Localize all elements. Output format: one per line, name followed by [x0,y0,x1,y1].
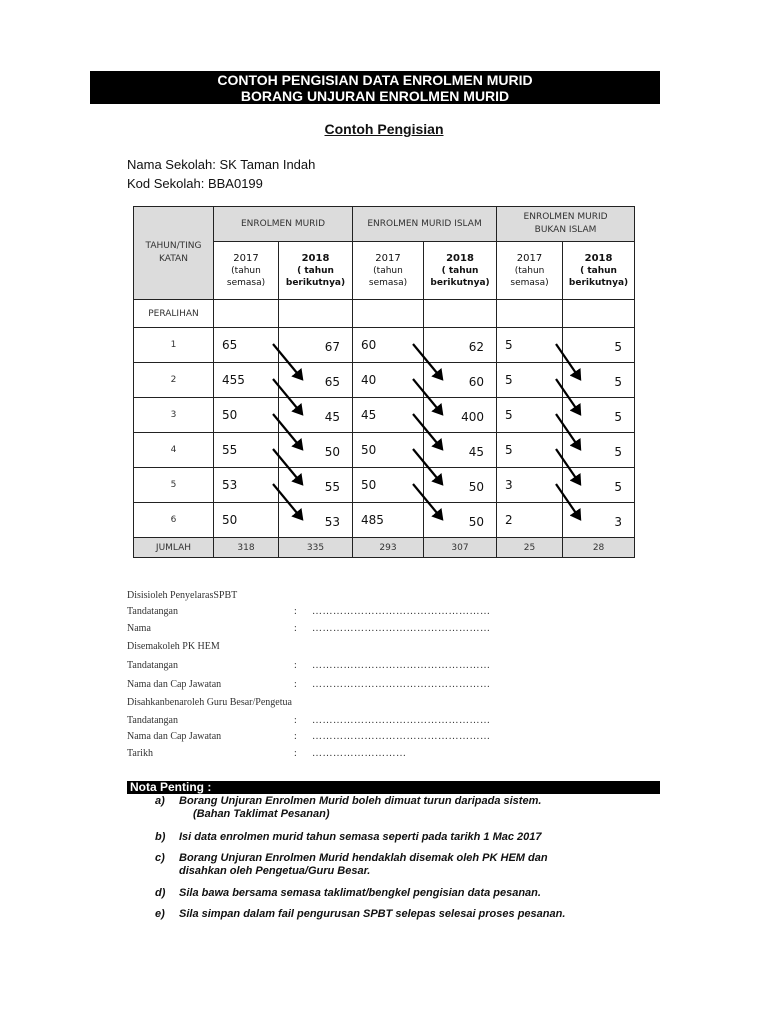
cell-empty [563,300,635,328]
cell-2017 [214,468,279,503]
cell-2018 [279,468,353,503]
sig-line: …………………………………………… [312,679,491,690]
cell-islam-2018 [424,503,497,538]
cell-islam-2017 [353,468,424,503]
value: 40 [361,373,377,387]
note-letter: a) [155,795,165,807]
note-letter: e) [155,908,165,920]
section-disahkan: Disahkanbenaroleh Guru Besar/Pengetua [127,697,292,708]
value: 5 [505,443,513,457]
cell-islam-2018 [424,328,497,363]
note-item [155,908,565,921]
note-text: Isi data enrolmen murid tahun semasa seperti pada tarikh 1 Mac 2017 [179,831,542,843]
enrolment-table [133,206,635,558]
sig-colon: : [294,606,297,617]
cell-empty [424,300,497,328]
sig-label: Tandatangan [127,660,178,671]
cell-bukan-2018 [563,398,635,433]
value: 53 [324,515,341,529]
cell-2018 [279,328,353,363]
value: 67 [324,340,341,354]
value: 50 [222,513,238,527]
note-letter: b) [155,831,166,843]
total-value: 335 [279,538,353,558]
cell-empty [353,300,424,328]
sig-row [127,606,491,617]
cell-empty [214,300,279,328]
sig-line: …………………………………………… [312,660,491,671]
row-label: 5 [134,468,214,503]
note-text-2: disahkan oleh Pengetua/Guru Besar. [179,865,371,877]
value: 5 [614,340,623,354]
cell-bukan-2018 [563,433,635,468]
note-item [155,831,542,844]
cell-bukan-2017 [497,433,563,468]
table-row [134,363,635,398]
year-current: 2017 [375,252,401,264]
title-banner [90,71,660,104]
school-code: Kod Sekolah: BBA0199 [127,176,263,191]
value: 65 [324,375,341,389]
value: 55 [324,480,341,494]
sig-line: …………………………………………… [312,606,491,617]
value: 485 [361,513,384,527]
cell-bukan-2017 [497,503,563,538]
note-letter: c) [155,852,165,864]
value: 400 [461,410,485,424]
value: 60 [361,338,377,352]
total-value: 318 [214,538,279,558]
sig-colon: : [294,660,297,671]
cell-bukan-2017 [497,398,563,433]
sig-row [127,715,491,726]
total-value: 293 [353,538,424,558]
table-row [134,468,635,503]
title-line-1: CONTOH PENGISIAN DATA ENROLMEN MURID [217,72,533,88]
total-row [134,538,635,558]
value: 5 [505,338,513,352]
value: 45 [361,408,377,422]
note-item [155,887,541,900]
cell-2018 [279,363,353,398]
cell-2018 [279,503,353,538]
row-peralihan-label: PERALIHAN [134,300,214,328]
cell-2017 [214,503,279,538]
value: 62 [468,340,485,354]
value: 5 [614,410,623,424]
total-value: 307 [424,538,497,558]
year-next-label: ( tahun berikutnya) [430,265,490,288]
value: 55 [222,443,238,457]
cell-islam-2017 [353,363,424,398]
header-enrolmen-murid: ENROLMEN MURID [214,207,353,242]
row-label: 4 [134,433,214,468]
sig-colon: : [294,715,297,726]
cell-2017 [214,433,279,468]
row-label: 1 [134,328,214,363]
sig-label: Nama dan Cap Jawatan [127,731,222,742]
cell-islam-2017 [353,503,424,538]
cell-empty [279,300,353,328]
cell-2017 [214,328,279,363]
header-enrolmen-bukan-islam: ENROLMEN MURID BUKAN ISLAM [497,207,635,242]
year-current: 2017 [516,252,543,264]
school-name: Nama Sekolah: SK Taman Indah [127,157,316,172]
value: 50 [324,445,341,459]
cell-2018 [279,398,353,433]
year-next-cell [424,242,497,300]
year-current: 2017 [233,252,259,264]
sig-row [127,660,491,671]
year-next: 2018 [301,252,330,264]
cell-bukan-2018 [563,503,635,538]
cell-bukan-2018 [563,363,635,398]
table-row [134,398,635,433]
cell-islam-2018 [424,433,497,468]
note-item [155,852,548,878]
sig-label: Tandatangan [127,715,178,726]
value: 5 [614,375,623,389]
value: 50 [361,443,377,457]
cell-islam-2018 [424,468,497,503]
cell-islam-2017 [353,398,424,433]
sig-row [127,679,491,690]
sig-row [127,623,491,634]
section-disemak: Disemakoleh PK HEM [127,641,220,652]
sig-colon: : [294,679,297,690]
value: 50 [361,478,377,492]
sig-line: …………………………………………… [312,623,491,634]
cell-bukan-2017 [497,468,563,503]
sig-colon: : [294,731,297,742]
sig-row [127,731,491,742]
cell-islam-2017 [353,433,424,468]
notes-title: Nota Penting : [127,781,660,794]
note-text: Sila bawa bersama semasa taklimat/bengkel pengisian data pesanan. [179,887,541,899]
sig-label: Tandatangan [127,606,178,617]
value: 5 [505,408,513,422]
total-value: 25 [497,538,563,558]
year-next-label: ( tahun berikutnya) [285,265,346,288]
cell-2017 [214,398,279,433]
sig-label: Nama [127,623,151,634]
note-text: Sila simpan dalam fail pengurusan SPBT selepas selesai proses pesanan. [179,908,566,920]
year-current-label: (tahun semasa) [226,265,266,288]
row-label: 3 [134,398,214,433]
value: 50 [468,480,485,494]
header-tahun: TAHUN/TING KATAN [134,207,214,300]
cell-2017 [214,363,279,398]
sig-line: ……………………… [312,748,407,759]
value: 2 [505,513,513,527]
sig-colon: : [294,623,297,634]
year-next-label: ( tahun berikutnya) [568,265,629,288]
cell-islam-2017 [353,328,424,363]
table-row [134,328,635,363]
note-text: Borang Unjuran Enrolmen Murid hendaklah disemak oleh PK HEM dan [179,852,548,864]
value: 50 [468,515,485,529]
value: 455 [222,373,245,387]
value: 3 [614,515,623,529]
sig-label: Nama dan Cap Jawatan [127,679,222,690]
table-row [134,503,635,538]
cell-bukan-2018 [563,328,635,363]
year-current-label: (tahun semasa) [510,265,549,288]
title-line-2: BORANG UNJURAN ENROLMEN MURID [240,88,510,104]
value: 50 [222,408,238,422]
cell-bukan-2017 [497,363,563,398]
cell-bukan-2018 [563,468,635,503]
sig-colon: : [294,748,297,759]
sig-line: …………………………………………… [312,731,491,742]
section-disisi: Disisioleh PenyelarasSPBT [127,590,238,601]
year-next: 2018 [584,252,613,264]
year-next-cell [279,242,353,300]
cell-empty [497,300,563,328]
value: 45 [468,445,485,459]
value: 3 [505,478,513,492]
table-row [134,433,635,468]
value: 65 [222,338,238,352]
total-label: JUMLAH [134,538,214,558]
year-current-label: (tahun semasa) [368,265,408,288]
year-current-cell [353,242,424,300]
cell-bukan-2017 [497,328,563,363]
year-current-cell [214,242,279,300]
sig-label: Tarikh [127,748,153,759]
total-value: 28 [563,538,635,558]
sig-line: …………………………………………… [312,715,491,726]
row-label: 2 [134,363,214,398]
year-next: 2018 [446,252,474,264]
cell-islam-2018 [424,363,497,398]
page-subtitle: Contoh Pengisian [324,121,444,137]
year-next-cell [563,242,635,300]
value: 5 [614,480,623,494]
note-item [155,795,541,821]
value: 60 [468,375,485,389]
note-letter: d) [155,887,166,899]
sig-row [127,748,407,759]
value: 53 [222,478,238,492]
note-text-2: (Bahan Taklimat Pesanan) [193,808,330,820]
year-current-cell [497,242,563,300]
header-enrolmen-islam: ENROLMEN MURID ISLAM [353,207,497,242]
cell-islam-2018 [424,398,497,433]
value: 5 [505,373,513,387]
value: 5 [614,445,623,459]
row-label: 6 [134,503,214,538]
value: 45 [324,410,341,424]
note-text: Borang Unjuran Enrolmen Murid boleh dimuat turun daripada sistem. [179,795,542,807]
cell-2018 [279,433,353,468]
